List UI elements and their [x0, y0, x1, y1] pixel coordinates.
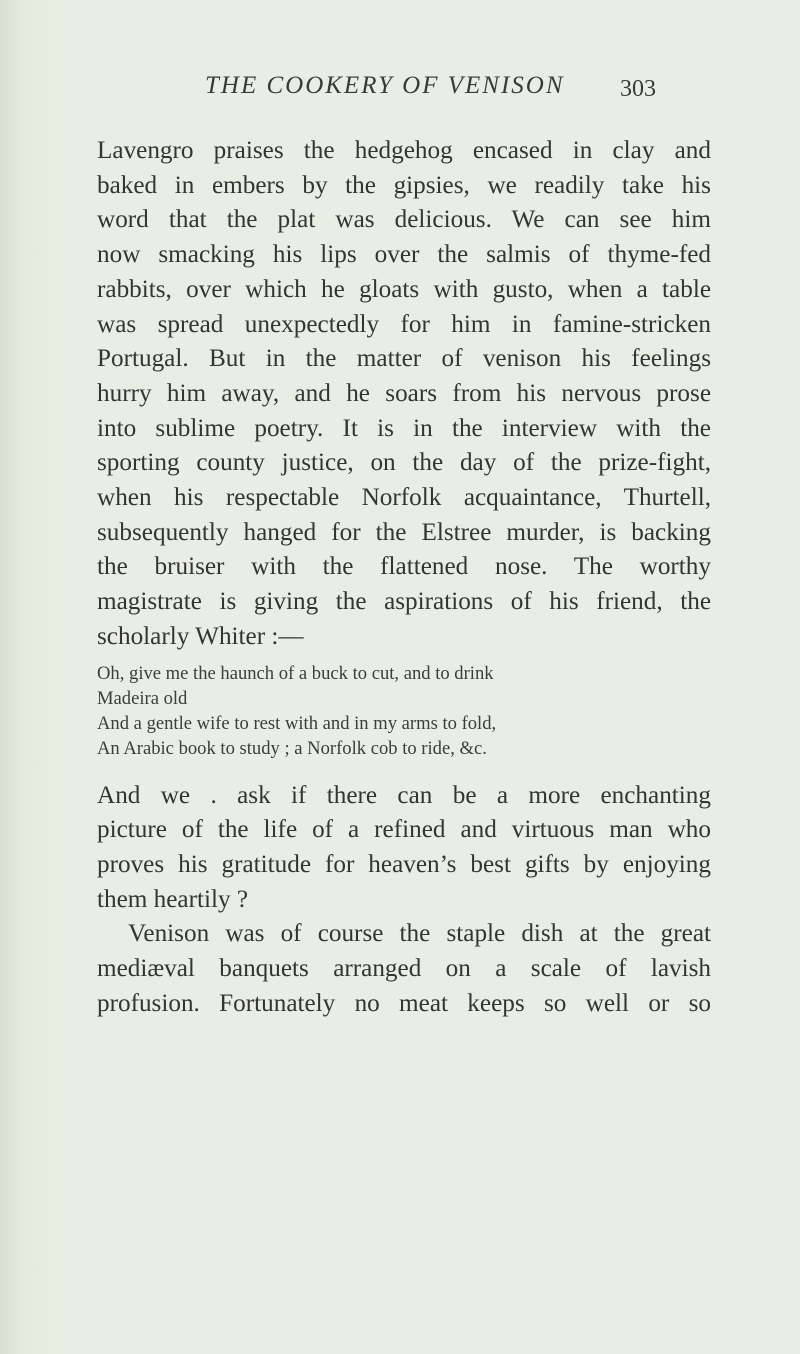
verse-line: An Arabic book to study ; a Norfolk cob to ride, &c. — [97, 737, 487, 759]
text-line: subsequently hanged for the Elstree murder, is backing — [97, 518, 711, 546]
text-line: profusion. Fortunately no meat keeps so well or so — [97, 989, 711, 1017]
text-line: magistrate is giving the aspirations of his friend, the — [97, 588, 711, 616]
text-line: baked in embers by the gipsies, we readily take his — [97, 171, 711, 199]
text-line: sporting county justice, on the day of the prize-fight, — [97, 449, 711, 477]
text-line: the bruiser with the flattened nose. The worthy — [97, 553, 711, 581]
text-line: when his respectable Norfolk acquaintance, Thurtell, — [97, 484, 711, 512]
text-line: rabbits, over which he gloats with gusto, when a table — [97, 275, 711, 303]
page-number: 303 — [620, 76, 656, 102]
paragraph-venison-banquets — [97, 917, 711, 1021]
text-line: Venison was of course the staple dish at the great — [128, 920, 711, 948]
text-line: now smacking his lips over the salmis of thyme-fed — [97, 241, 711, 269]
paragraph-lavengro — [97, 134, 711, 655]
text-line: hurry him away, and he soars from his nervous prose — [97, 379, 711, 407]
body-text — [97, 134, 711, 1021]
text-line: picture of the life of a refined and virtuous man who — [97, 816, 711, 844]
text-line: And we . ask if there can be a more enchanting — [97, 781, 711, 809]
text-line: scholarly Whiter :— — [97, 622, 304, 650]
text-line: Lavengro praises the hedgehog encased in clay and — [97, 137, 711, 164]
verse-line: And a gentle wife to rest with and in my arms to fold, — [97, 712, 497, 734]
text-line: was spread unexpectedly for him in famine-stricken — [97, 310, 711, 338]
verse-line: Oh, give me the haunch of a buck to cut, and to drink — [97, 662, 494, 684]
running-title: THE COOKERY OF VENISON — [205, 72, 565, 99]
text-line: into sublime poetry. It is in the interview with the — [97, 414, 711, 442]
text-line: Portugal. But in the matter of venison his feelings — [97, 345, 711, 373]
text-line: proves his gratitude for heaven’s best gifts by enjoying — [97, 850, 711, 878]
text-line: them heartily ? — [97, 885, 249, 913]
running-head — [0, 72, 800, 112]
text-line: word that the plat was delicious. We can see him — [97, 206, 711, 234]
text-line: mediæval banquets arranged on a scale of lavish — [97, 955, 711, 983]
verse-line: Madeira old — [97, 687, 188, 709]
verse-quotation — [97, 655, 711, 779]
paragraph-enchanting-picture — [97, 779, 711, 918]
